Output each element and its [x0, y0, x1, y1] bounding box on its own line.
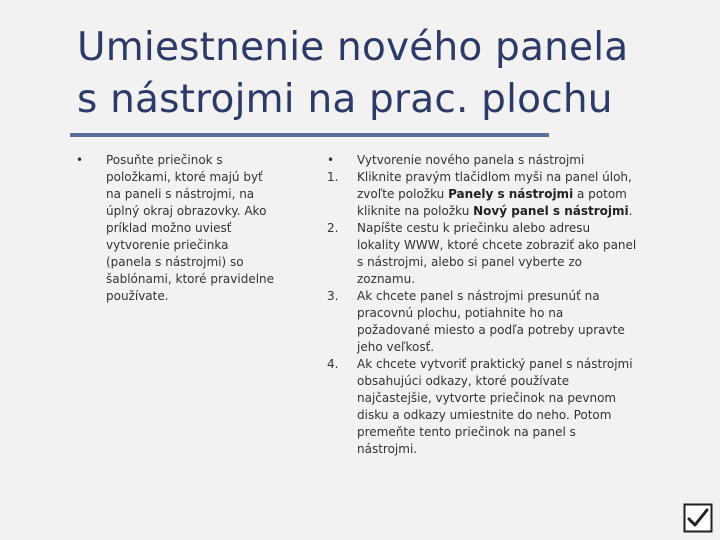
left-column-text: Posuňte priečinok s položkami, ktoré majú byť na paneli s nástrojmi, na úplný okraj obrazovky. Ako príklad možno uviesť vytvorenie priečinka (panela s nástrojmi) so šablónami, ktoré pravidelne používate.: [106, 153, 275, 303]
step-1-text-c: .: [628, 204, 633, 218]
list-marker: 2.: [327, 221, 339, 235]
right-heading-row: [327, 152, 637, 169]
checkbox-check-icon[interactable]: [683, 503, 713, 533]
list-item: [327, 169, 637, 220]
step-1-bold-b: Nový panel s nástrojmi: [473, 204, 629, 218]
left-column: [76, 152, 276, 305]
list-item-text: Ak chcete panel s nástrojmi presunúť na pracovnú plochu, potiahnite ho na požadované miesto a podľa potreby upravte jeho veľkosť.: [357, 289, 625, 354]
list-item-text: Napíšte cestu k priečinku alebo adresu lokality WWW, ktoré chcete zobraziť ako panel s nástrojmi, alebo si panel vyberte zo zoznamu.: [357, 221, 637, 286]
left-bullet: •: [76, 153, 84, 167]
title-underline: [70, 133, 549, 137]
right-heading: Vytvorenie nového panela s nástrojmi: [357, 153, 585, 167]
step-1-bold-a: Panely s nástrojmi: [448, 187, 574, 201]
slide-title: [77, 22, 707, 126]
right-column: [327, 152, 637, 458]
list-item-text: [357, 169, 637, 220]
list-item: [327, 288, 637, 356]
right-bullet: •: [327, 153, 335, 167]
list-item: [327, 356, 637, 458]
list-marker: 4.: [327, 357, 339, 371]
list-item-text: Ak chcete vytvoriť praktický panel s nástrojmi obsahujúci odkazy, ktoré používate najčastejšie, vytvorte priečinok na pevnom disku a odkazy umiestnite do neho. Potom premeňte tento priečinok na panel s nástrojmi.: [357, 357, 633, 456]
step-1-text-a: Kliknite pravým tlačidlom myši na panel úloh, zvoľte položku: [357, 170, 632, 201]
list-marker: 3.: [327, 289, 339, 303]
list-item: [327, 220, 637, 288]
slide-title-line-1: Umiestnenie nového panela: [77, 25, 629, 70]
step-1-text-b: a potom kliknite na položku: [357, 187, 627, 218]
list-marker: 1.: [327, 170, 339, 184]
slide-title-line-2: s nástrojmi na prac. plochu: [77, 77, 613, 122]
